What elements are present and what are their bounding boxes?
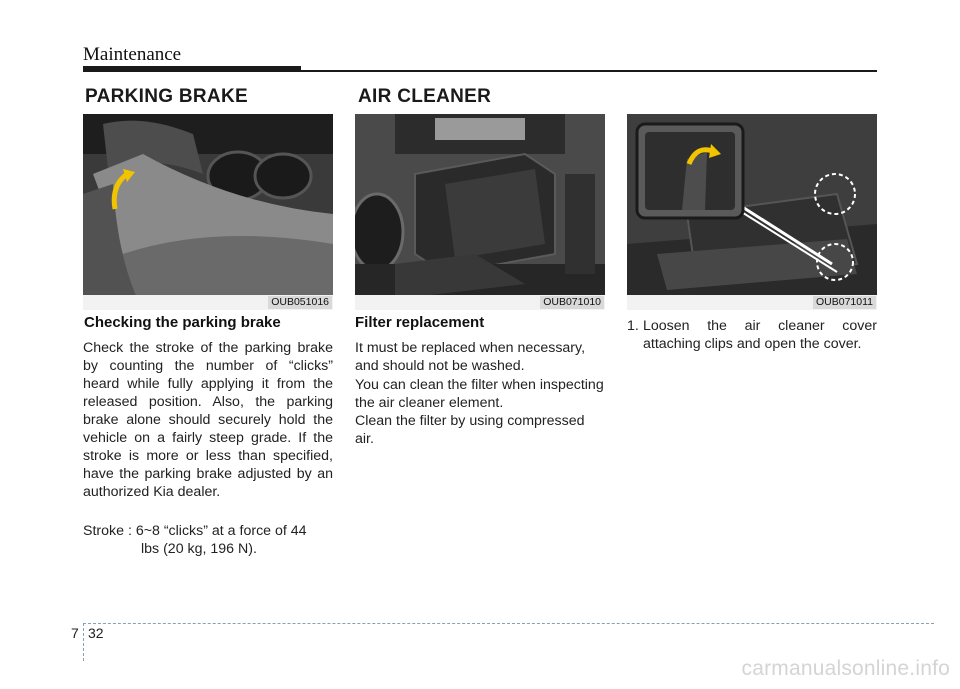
checking-parking-brake-heading: Checking the parking brake (84, 314, 281, 331)
air-cleaner-photo (355, 114, 605, 310)
stroke-spec-line2: lbs (20 kg, 196 N). (141, 541, 257, 557)
image-caption-strip (355, 295, 605, 310)
page-number: 32 (88, 625, 104, 641)
image-caption-strip (83, 295, 333, 310)
section-heading-air-cleaner: AIR CLEANER (358, 86, 492, 107)
parking-brake-body: Check the stroke of the parking brake by counting the number of “clicks” heard while fully applying it from the released position. Also, the parking brake alone should securely hold the vehicle on a fairly steep grade. If the stroke is more or less than specified, have the parking brake adjusted by an authorized Kia dealer. (83, 340, 333, 500)
watermark-text: carmanualsonline.info (741, 657, 950, 680)
filter-replacement-heading: Filter replacement (355, 314, 485, 331)
image-code: OUB071010 (540, 296, 604, 309)
header-rule-thin (301, 70, 877, 72)
footer-page-divider (83, 623, 84, 661)
filter-paragraph-3: Clean the filter by using compressed air. (355, 413, 585, 447)
air-cleaner-clips-photo (627, 114, 877, 310)
chapter-number: 7 (71, 625, 79, 641)
parking-brake-illustration (83, 114, 333, 310)
image-code: OUB071011 (813, 296, 876, 309)
filter-paragraph-1: It must be replaced when necessary, and should not be washed. (355, 340, 586, 374)
header-title: Maintenance (83, 44, 182, 65)
step-1-line1: Loosen the air cleaner cover (643, 318, 877, 334)
image-caption-strip (627, 295, 877, 310)
stroke-spec-line1: Stroke : 6~8 “clicks” at a force of 44 (83, 523, 307, 539)
parking-brake-photo (83, 114, 333, 310)
image-code: OUB051016 (268, 296, 332, 309)
step-1-line2: attaching clips and open the cover. (643, 336, 862, 352)
air-cleaner-clips-illustration (627, 114, 877, 310)
footer-divider (83, 623, 934, 624)
header-rule-thick (83, 66, 301, 72)
step-number: 1. (627, 318, 639, 334)
air-cleaner-illustration (355, 114, 605, 310)
filter-paragraph-2: You can clean the filter when inspecting the air cleaner element. (355, 377, 604, 411)
section-heading-parking-brake: PARKING BRAKE (85, 86, 248, 107)
